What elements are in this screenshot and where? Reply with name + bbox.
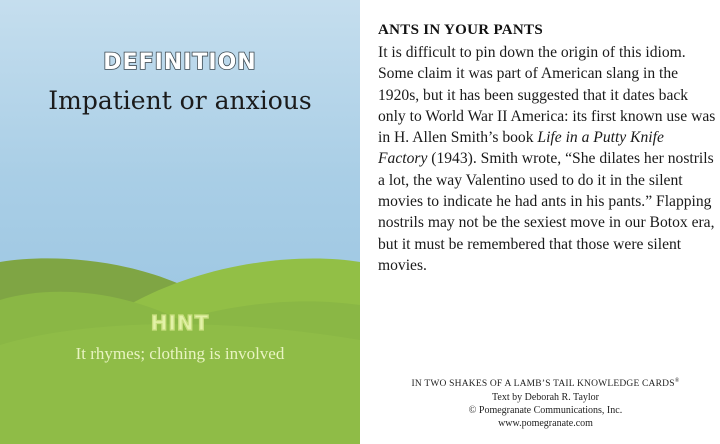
definition-text: Impatient or anxious [48, 86, 312, 115]
definition-heading: DEFINITION [103, 50, 257, 75]
credits-copyright: © Pomegranate Communications, Inc. [468, 405, 623, 417]
credits-author: Text by Deborah R. Taylor [491, 392, 599, 404]
idiom-title: ANTS IN YOUR PANTS [378, 22, 544, 38]
card-credits [378, 375, 713, 430]
idiom-explanation [378, 42, 716, 276]
hint-heading: HINT [150, 311, 210, 335]
credits-series-name: IN TWO SHAKES OF A LAMB’S TAIL KNOWLEDGE CARDS [411, 379, 675, 390]
explanation-part-1: It is difficult to pin down the origin of this idiom. Some claim it was part of American slang in the 1920s, but it has been suggested that it dates back only to World War II America: its first known use was in H. Allen Smith’s book [378, 44, 716, 147]
hint-text: It rhymes; clothing is involved [75, 344, 285, 363]
book-title: Life in a Putty Knife Factory [378, 129, 664, 168]
credits-series-line [378, 375, 713, 391]
explanation-part-2: (1943). Smith wrote, “She dilates her nostrils a lot, the way Valentino used to do it in the silent movies to indicate he had ants in his pants.” Flapping nostrils may not be the sexiest move in our Botox era, but it must be remembered that those were silent movies. [378, 150, 715, 274]
registered-mark: ® [674, 378, 680, 384]
credits-website: www.pomegranate.com [498, 418, 593, 430]
